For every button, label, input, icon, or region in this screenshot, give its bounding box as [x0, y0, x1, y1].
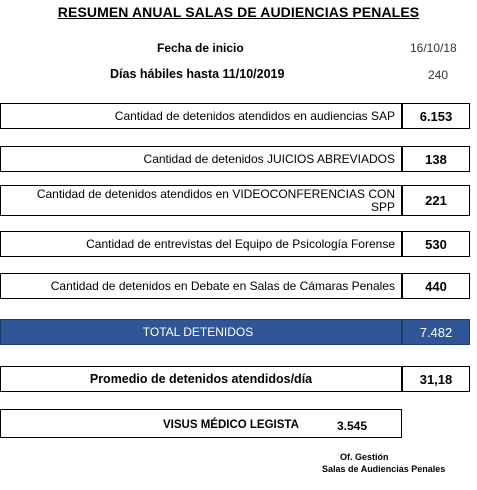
row-psychology: [0, 231, 470, 259]
business-days-value: 240: [428, 68, 449, 82]
visus-label: VISUS MÉDICO LEGISTA: [163, 419, 299, 431]
row-abbreviated-trials: [0, 146, 470, 174]
row-total: [0, 319, 470, 347]
row-label: Cantidad de detenidos JUICIOS ABREVIADOS: [0, 146, 402, 172]
row-sap: [0, 103, 470, 131]
row-value: 440: [402, 273, 470, 299]
row-value: 530: [402, 231, 470, 257]
footer-office: Of. Gestión: [340, 452, 389, 462]
row-value: 221: [402, 185, 470, 216]
footer-department: Salas de Audiencias Penales: [322, 464, 446, 474]
total-value: 7.482: [402, 319, 470, 345]
start-date-value: 16/10/18: [410, 41, 457, 55]
start-date-label: Fecha de inicio: [157, 41, 244, 55]
average-value: 31,18: [402, 366, 470, 392]
average-label: Promedio de detenidos atendidos/día: [0, 366, 402, 392]
row-label: Cantidad de detenidos atendidos en VIDEOCONFERENCIAS CON SPP: [0, 185, 402, 216]
row-average: [0, 366, 470, 394]
report-title: RESUMEN ANUAL SALAS DE AUDIENCIAS PENALES: [57, 4, 420, 20]
row-videoconference: [0, 185, 470, 217]
visus-value: 3.545: [337, 419, 368, 433]
business-days-label: Días hábiles hasta 11/10/2019: [110, 67, 285, 81]
visus-box: [0, 409, 402, 438]
row-label: Cantidad de entrevistas del Equipo de Psicología Forense: [0, 231, 402, 257]
row-value: 6.153: [402, 103, 470, 129]
row-label: Cantidad de detenidos atendidos en audiencias SAP: [0, 103, 402, 129]
row-label: Cantidad de detenidos en Debate en Salas de Cámaras Penales: [0, 273, 402, 299]
row-debate-chambers: [0, 273, 470, 301]
row-value: 138: [402, 146, 470, 172]
total-label: TOTAL DETENIDOS: [0, 319, 402, 345]
